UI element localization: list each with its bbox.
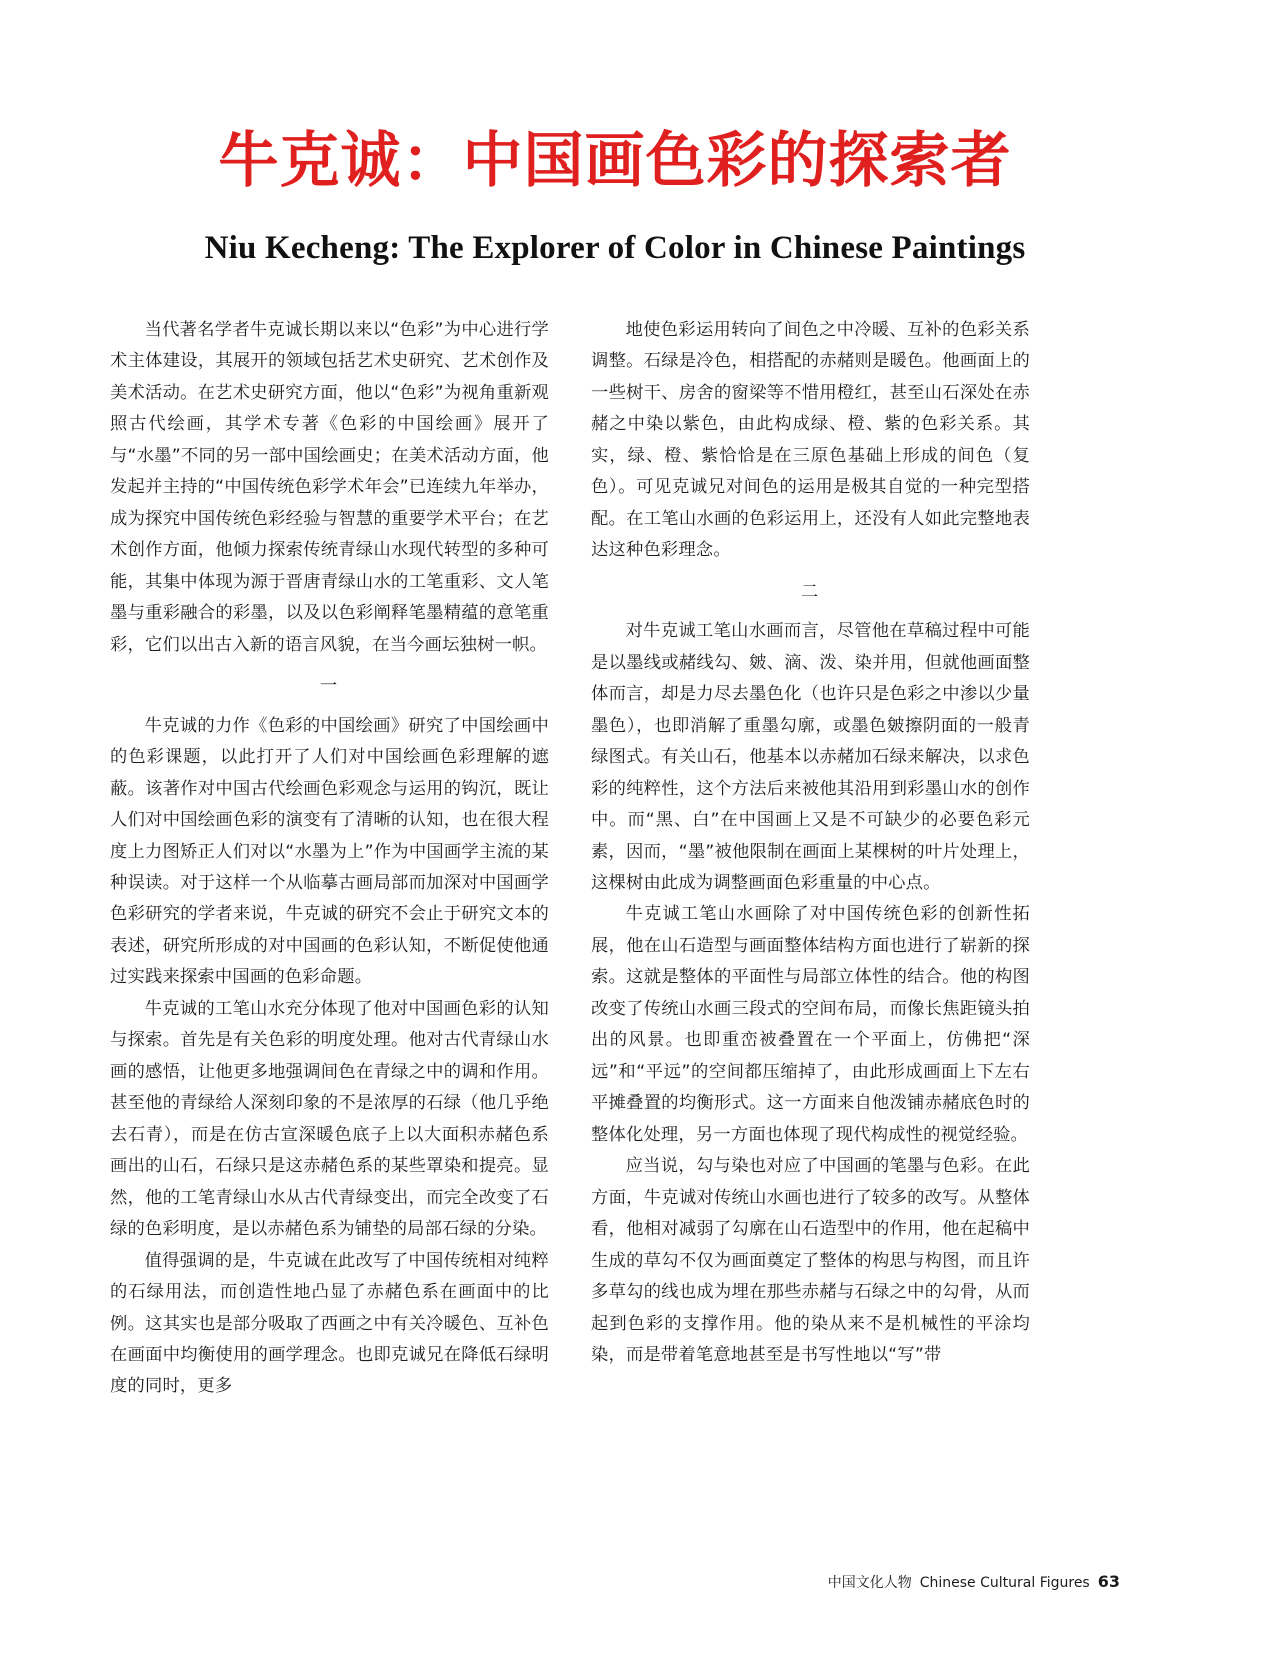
- right-column: [591, 315, 1030, 1371]
- page-title-english: Niu Kecheng: The Explorer of Color in Chinese Paintings: [204, 230, 1026, 266]
- paragraph: 对牛克诚工笔山水画而言，尽管他在草稿过程中可能是以墨线或赭线勾、皴、滴、泼、染并用，但就他画面整体而言，却是力尽去墨色化（也许只是色彩之中渗以少量墨色），也即消解了重墨勾廓，或墨色皴擦阴面的一般青绿图式。有关山石，他基本以赤赭加石绿来解决，以求色彩的纯粹性，这个方法后来被他其沿用到彩墨山水的创作中。而“黑、白”在中国画上又是不可缺少的必要色彩元素，因而，“墨”被他限制在画面上某棵树的叶片处理上，这棵树由此成为调整画面色彩重量的中心点。: [591, 621, 1030, 893]
- footer-publication-english: Chinese Cultural Figures: [919, 1575, 1090, 1591]
- page-title-chinese: 牛克诚：中国画色彩的探索者: [218, 126, 1012, 196]
- paragraph: 应当说，勾与染也对应了中国画的笔墨与色彩。在此方面，牛克诚对传统山水画也进行了较多的改写。从整体看，他相对减弱了勾廓在山石造型中的作用，他在起稿中生成的草勾不仅为画面奠定了整体的构思与构图，而且许多草勾的线也成为埋在那些赤赭与石绿之中的勾骨，从而起到色彩的支撑作用。他的染从来不是机械性的平涂均染，而是带着笔意地甚至是书写性地以“写”带: [591, 1156, 1030, 1365]
- section-separator-2: 二: [800, 581, 821, 602]
- footer-publication-chinese: 中国文化人物: [827, 1575, 912, 1591]
- paragraph: 当代著名学者牛克诚长期以来以“色彩”为中心进行学术主体建设，其展开的领域包括艺术史研究、艺术创作及美术活动。在艺术史研究方面，他以“色彩”为视角重新观照古代绘画，其学术专著《色彩的中国绘画》展开了与“水墨”不同的另一部中国绘画史；在美术活动方面，他发起并主持的“中国传统色彩学术年会”已连续九年举办，成为探究中国传统色彩经验与智慧的重要学术平台；在艺术创作方面，他倾力探索传统青绿山水现代转型的多种可能，其集中体现为源于晋唐青绿山水的工笔重彩、文人笔墨与重彩融合的彩墨，以及以色彩阐释笔墨精蕴的意笔重彩，它们以出古入新的语言风貌，在当今画坛独树一帜。: [110, 320, 549, 655]
- page-footer: [828, 1572, 1120, 1592]
- page-number: 63: [1097, 1572, 1120, 1591]
- section-separator: 一: [319, 676, 340, 697]
- paragraph: 值得强调的是，牛克诚在此改写了中国传统相对纯粹的石绿用法，而创造性地凸显了赤赭色系在画面中的比例。这其实也是部分吸取了西画之中有关冷暖色、互补色在画面中均衡使用的画学理念。也即克诚兄在降低石绿明度的同时，更多: [110, 1250, 549, 1397]
- left-column: [110, 315, 549, 1403]
- paragraph: 牛克诚的力作《色彩的中国绘画》研究了中国绘画中的色彩课题，以此打开了人们对中国绘画色彩理解的遮蔽。该著作对中国古代绘画色彩观念与运用的钩沉，既让人们对中国绘画色彩的演变有了清晰的认知，也在很大程度上力图矫正人们对以“水墨为上”作为中国画学主流的某种误读。对于这样一个从临摹古画局部而加深对中国画学色彩研究的学者来说，牛克诚的研究不会止于研究文本的表述，研究所形成的对中国画的色彩认知，不断促使他通过实践来探索中国画的色彩命题。: [110, 715, 549, 988]
- article-body: [110, 315, 1120, 1403]
- paragraph: 地使色彩运用转向了间色之中冷暖、互补的色彩关系调整。石绿是冷色，相搭配的赤赭则是暖色。他画面上的一些树干、房舍的窗梁等不惜用橙红，甚至山石深处在赤赭之中染以紫色，由此构成绿、橙、紫的色彩关系。其实，绿、橙、紫恰恰是在三原色基础上形成的间色（复色）。可见克诚兄对间色的运用是极其自觉的一种完型搭配。在工笔山水画的色彩运用上，还没有人如此完整地表达这种色彩理念。: [591, 320, 1030, 561]
- paragraph: 牛克诚的工笔山水充分体现了他对中国画色彩的认知与探索。首先是有关色彩的明度处理。他对古代青绿山水画的感悟，让他更多地强调间色在青绿之中的调和作用。甚至他的青绿给人深刻印象的不是浓厚的石绿（他几乎绝去石青），而是在仿古宣深暖色底子上以大面积赤赭色系画出的山石，石绿只是这赤赭色系的某些罩染和提亮。显然，他的工笔青绿山水从古代青绿变出，而完全改变了石绿的色彩明度，是以赤赭色系为铺垫的局部石绿的分染。: [110, 998, 549, 1240]
- paragraph: 牛克诚工笔山水画除了对中国传统色彩的创新性拓展，他在山石造型与画面整体结构方面也进行了崭新的探索。这就是整体的平面性与局部立体性的结合。他的构图改变了传统山水画三段式的空间布局，而像长焦距镜头拍出的风景。也即重峦被叠置在一个平面上，仿佛把“深远”和“平远”的空间都压缩掉了，由此形成画面上下左右平摊叠置的均衡形式。这一方面来自他泼铺赤赭底色时的整体化处理，另一方面也体现了现代构成性的视觉经验。: [591, 904, 1030, 1145]
